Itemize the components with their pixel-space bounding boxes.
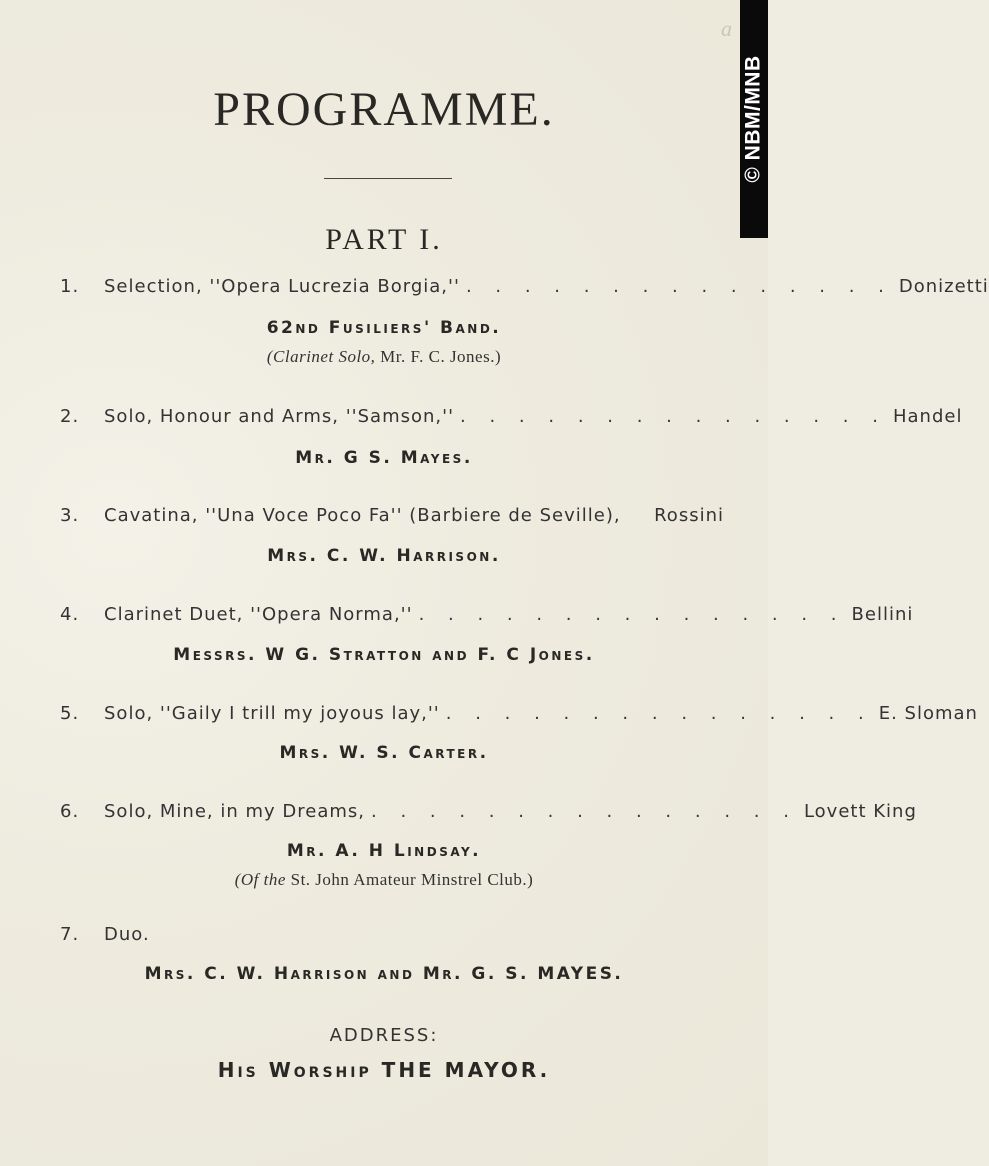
leader-dots: . . . . . . . . . . . . . . . bbox=[445, 703, 873, 724]
item-performer: 62nd Fusiliers' Band. bbox=[266, 318, 502, 338]
item-description: Selection, ''Opera Lucrezia Borgia,'' bbox=[104, 276, 460, 297]
leader-dots: . . . . . . . . . . . . . . . bbox=[371, 801, 798, 822]
note-text: St. John Amateur Minstrel Club.) bbox=[285, 870, 534, 889]
item-number: 3. bbox=[60, 505, 80, 526]
item-performer: Mrs. C. W. Harrison. bbox=[267, 546, 501, 566]
item-composer: Lovett King bbox=[803, 801, 917, 822]
item-description: Clarinet Duet, ''Opera Norma,'' bbox=[104, 604, 413, 625]
pencil-mark: a bbox=[721, 16, 732, 41]
item-performer: Mrs. C. W. Harrison and Mr. G. S. MAYES. bbox=[144, 964, 624, 984]
item-description: Cavatina, ''Una Voce Poco Fa'' (Barbiere de Seville), bbox=[104, 505, 621, 526]
note-text: Mr. F. C. Jones.) bbox=[375, 347, 502, 366]
title-divider bbox=[324, 178, 452, 179]
address-speaker: His Worship THE MAYOR. bbox=[217, 1058, 551, 1082]
programme-item-1 bbox=[60, 276, 989, 304]
item-composer: Handel bbox=[892, 406, 963, 427]
item-number: 4. bbox=[60, 604, 80, 625]
item-note bbox=[0, 347, 768, 367]
item-description: Solo, Honour and Arms, ''Samson,'' bbox=[104, 406, 455, 427]
item-composer: Bellini bbox=[851, 604, 914, 625]
address-label: ADDRESS: bbox=[329, 1025, 439, 1046]
item-composer: E. Sloman bbox=[878, 703, 978, 724]
item-performer: Mr. A. H Lindsay. bbox=[286, 841, 482, 861]
item-number: 2. bbox=[60, 406, 80, 427]
item-number: 1. bbox=[60, 276, 80, 297]
item-number: 7. bbox=[60, 924, 80, 945]
item-performer: Mr. G S. Mayes. bbox=[295, 448, 473, 468]
programme-item-3 bbox=[60, 505, 724, 533]
leader-dots: . . . . . . . . . . . . . . . bbox=[460, 406, 887, 427]
watermark-text: © NBM/MNB bbox=[742, 55, 766, 183]
item-composer: Donizetti bbox=[898, 276, 989, 297]
programme-item-4 bbox=[60, 604, 914, 632]
programme-item-5 bbox=[60, 703, 978, 731]
item-number: 6. bbox=[60, 801, 80, 822]
item-note bbox=[0, 870, 768, 890]
item-performer: Messrs. W G. Stratton and F. C Jones. bbox=[173, 645, 595, 665]
programme-item-6 bbox=[60, 801, 917, 829]
part-heading: PART I. bbox=[325, 223, 443, 256]
item-number: 5. bbox=[60, 703, 80, 724]
item-description: Duo. bbox=[104, 924, 150, 945]
page-title: PROGRAMME. bbox=[213, 83, 555, 136]
item-description: Solo, Mine, in my Dreams, bbox=[104, 801, 365, 822]
note-italic: (Of the bbox=[234, 870, 286, 889]
programme-item-2 bbox=[60, 406, 963, 434]
note-italic: (Clarinet Solo, bbox=[266, 347, 376, 366]
leader-dots: . . . . . . . . . . . . . . . bbox=[465, 276, 893, 297]
programme-item-7 bbox=[60, 924, 724, 952]
item-performer: Mrs. W. S. Carter. bbox=[279, 743, 489, 763]
item-composer: Rossini bbox=[654, 505, 724, 526]
leader-dots: . . . . . . . . . . . . . . . bbox=[418, 604, 846, 625]
item-description: Solo, ''Gaily I trill my joyous lay,'' bbox=[104, 703, 440, 724]
